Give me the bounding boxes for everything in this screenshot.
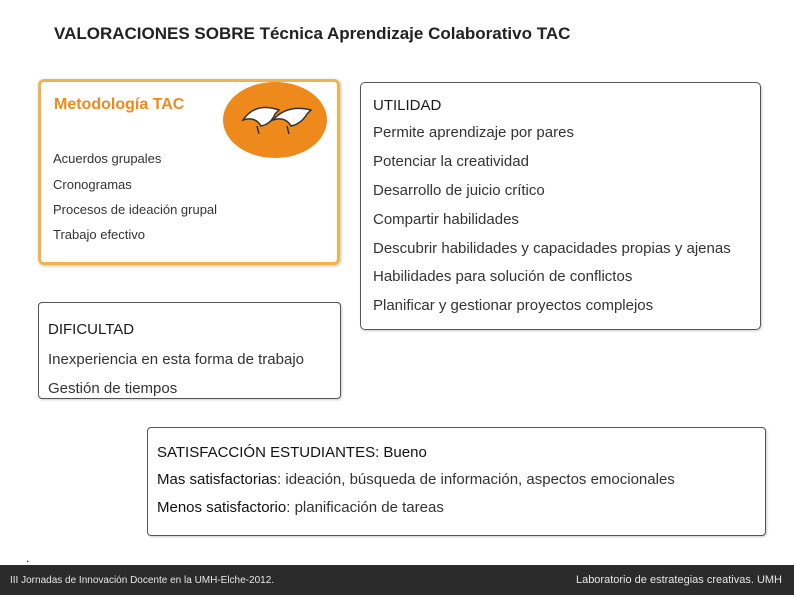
footer-right-text: Laboratorio de estrategias creativas. UMH	[575, 574, 782, 586]
utilidad-item: Planificar y gestionar proyectos complejos	[373, 297, 654, 314]
utilidad-item: Habilidades para solución de conflictos	[373, 268, 633, 285]
metodologia-item: Trabajo efectivo	[53, 227, 146, 242]
utilidad-item: Potenciar la creatividad	[373, 153, 529, 170]
utilidad-title: UTILIDAD	[373, 97, 442, 114]
dificultad-title: DIFICULTAD	[48, 321, 135, 338]
utilidad-panel	[360, 82, 761, 330]
page-title: VALORACIONES SOBRE Técnica Aprendizaje Colaborativo TAC	[54, 24, 571, 43]
satisfaccion-menos-line	[157, 499, 444, 516]
metodologia-item: Procesos de ideación grupal	[53, 202, 218, 217]
utilidad-item: Permite aprendizaje por pares	[373, 124, 574, 141]
bullet-dot: .	[26, 551, 30, 565]
metodologia-item: Cronogramas	[53, 177, 132, 192]
menos-label: Menos satisfactorio	[157, 499, 287, 516]
mas-text: : ideación, búsqueda de información, aspectos emocionales	[277, 471, 675, 488]
utilidad-item: Desarrollo de juicio crítico	[373, 182, 545, 199]
birds-logo-icon	[221, 80, 329, 160]
satisfaccion-mas-line	[157, 471, 675, 488]
satisfaccion-title: SATISFACCIÓN ESTUDIANTES: Bueno	[157, 444, 427, 461]
utilidad-item: Compartir habilidades	[373, 211, 519, 228]
dificultad-item: Gestión de tiempos	[48, 380, 178, 397]
metodologia-title: Metodología TAC	[54, 96, 185, 113]
mas-label: Mas satisfactorias	[157, 471, 278, 488]
metodologia-item: Acuerdos grupales	[53, 151, 162, 166]
menos-text: : planificación de tareas	[286, 499, 444, 516]
utilidad-item: Descubrir habilidades y capacidades propias y ajenas	[373, 240, 731, 257]
footer-left-text: III Jornadas de Innovación Docente en la UMH-Elche-2012.	[10, 575, 275, 586]
dificultad-item: Inexperiencia en esta forma de trabajo	[48, 351, 304, 368]
